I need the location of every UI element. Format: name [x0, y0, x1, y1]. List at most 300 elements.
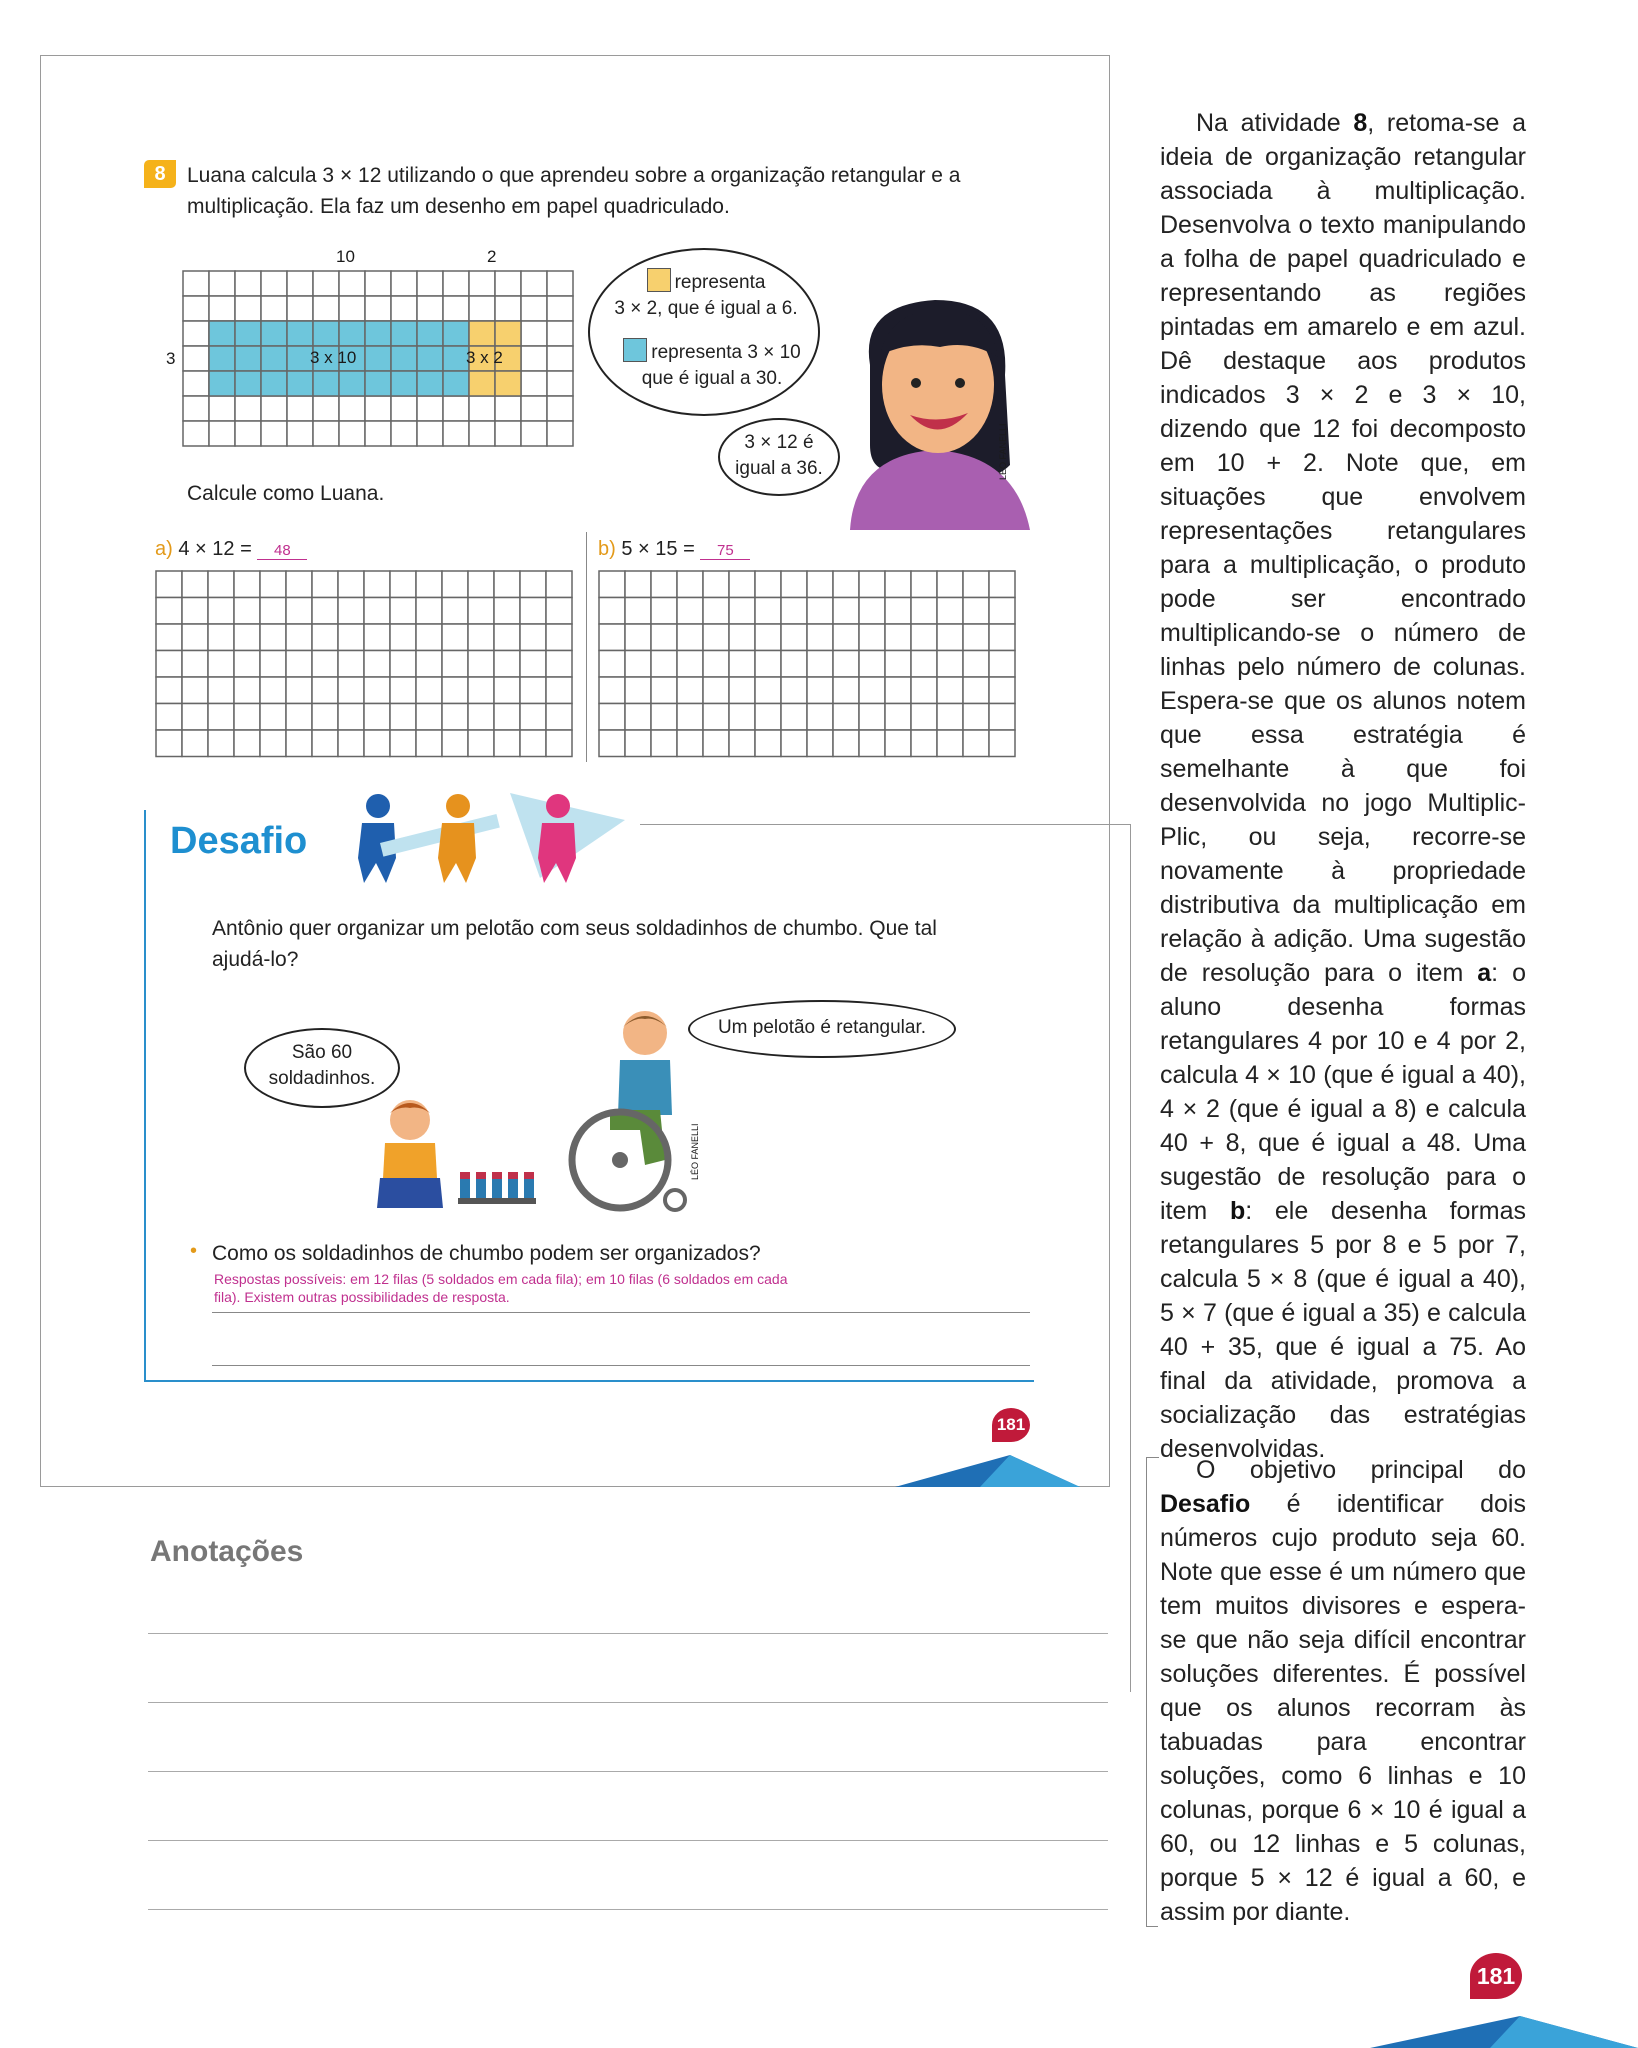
grid-square: [885, 571, 911, 598]
grid-square: [442, 651, 468, 678]
grid-square: [651, 677, 677, 704]
note2-bracket-end: [1146, 1926, 1158, 1927]
grid-square: [546, 677, 572, 704]
grid-square: [313, 396, 339, 421]
note2-part-a: O objetivo principal do: [1196, 1456, 1526, 1484]
grid-square: [417, 396, 443, 421]
grid-square: [312, 598, 338, 625]
boy-kneeling-illustration: [375, 1098, 445, 1213]
grid-square: [703, 651, 729, 678]
yellow-swatch-icon: [647, 268, 671, 292]
grid-square: [235, 396, 261, 421]
grid-square: [312, 704, 338, 731]
grid-square: [546, 651, 572, 678]
grid-square: [286, 677, 312, 704]
anotacoes-line-4: [148, 1840, 1108, 1841]
desafio-statement: [212, 913, 1012, 975]
grid-square: [677, 571, 703, 598]
grid-square: [339, 296, 365, 321]
grid-square: [755, 598, 781, 625]
grid-square: [156, 730, 182, 757]
grid-square: [443, 396, 469, 421]
item-a-label: [155, 538, 307, 561]
grid-square: [208, 704, 234, 731]
grid-square: [260, 730, 286, 757]
grid-square: [364, 651, 390, 678]
grid-square: [547, 296, 573, 321]
grid-label-2: 2: [487, 247, 497, 266]
grid-square: [313, 271, 339, 296]
grid-square: [547, 421, 573, 446]
note1-bold-8: 8: [1353, 109, 1368, 137]
grid-square: [989, 571, 1015, 598]
grid-square: [651, 598, 677, 625]
bubble-result-line1: 3 × 12 é: [744, 432, 814, 453]
grid-square: [521, 296, 547, 321]
grid-square: [807, 571, 833, 598]
blue-square: [417, 371, 443, 396]
grid-square: [339, 421, 365, 446]
grid-square: [859, 730, 885, 757]
grid-square: [286, 571, 312, 598]
item-a-letter: a): [155, 538, 173, 560]
grid-square: [911, 651, 937, 678]
grid-square: [729, 677, 755, 704]
grid-square: [260, 677, 286, 704]
grid-square: [365, 296, 391, 321]
grid-square: [183, 271, 209, 296]
bubble-yellow-line2: 3 × 2, que é igual a 6.: [614, 298, 798, 319]
bubble-yellow-line1: representa: [674, 272, 766, 293]
grid-square: [234, 624, 260, 651]
grid-square: [885, 624, 911, 651]
grid-square: [989, 730, 1015, 757]
grid-square: [234, 704, 260, 731]
grid-square: [209, 396, 235, 421]
bubble-blue-text: [606, 338, 818, 392]
instruction-text: Calcule como Luana.: [187, 482, 385, 505]
grid-square: [417, 296, 443, 321]
yellow-square: [495, 321, 521, 346]
grid-square: [963, 624, 989, 651]
blue-square: [391, 371, 417, 396]
grid-square: [599, 598, 625, 625]
blue-square: [209, 321, 235, 346]
blue-square: [313, 321, 339, 346]
grid-square: [963, 571, 989, 598]
page-number: 181: [1470, 1953, 1522, 1999]
luana-grid-diagram: [160, 245, 580, 455]
grid-square: [911, 598, 937, 625]
grid-label-10: 10: [336, 247, 355, 266]
grid-square: [208, 571, 234, 598]
grid-square: [989, 624, 1015, 651]
teacher-note-activity-8: [1160, 106, 1526, 1466]
grid-square: [781, 651, 807, 678]
teacher-note-desafio: [1160, 1453, 1526, 1929]
grid-square: [625, 730, 651, 757]
grid-square: [209, 271, 235, 296]
grid-square: [937, 571, 963, 598]
grid-square: [235, 296, 261, 321]
desafio-answer: [214, 1270, 1034, 1306]
luana-girl-illustration: [840, 285, 1040, 530]
grid-square: [338, 624, 364, 651]
grid-square: [235, 421, 261, 446]
anotacoes-line-2: [148, 1702, 1108, 1703]
grid-square: [625, 677, 651, 704]
blue-square: [365, 371, 391, 396]
activity-header: [144, 160, 176, 188]
grid-square: [885, 598, 911, 625]
grid-square: [260, 704, 286, 731]
blue-square: [339, 321, 365, 346]
grid-square: [937, 624, 963, 651]
grid-square: [182, 598, 208, 625]
grid-square: [599, 677, 625, 704]
grid-square: [391, 296, 417, 321]
grid-square: [937, 730, 963, 757]
grid-square: [989, 677, 1015, 704]
activity-statement: [187, 160, 1047, 222]
grid-square: [390, 598, 416, 625]
grid-square: [287, 396, 313, 421]
grid-square: [156, 598, 182, 625]
bubble-blue-line2: que é igual a 30.: [641, 368, 783, 389]
grid-square: [338, 598, 364, 625]
grid-square: [390, 571, 416, 598]
grid-square: [416, 730, 442, 757]
blue-square: [417, 346, 443, 371]
grid-square: [703, 677, 729, 704]
grid-square: [286, 730, 312, 757]
blue-square: [417, 321, 443, 346]
grid-square: [989, 598, 1015, 625]
grid-square: [235, 271, 261, 296]
grid-square: [677, 677, 703, 704]
blue-square: [365, 346, 391, 371]
item-b-answer: 75: [700, 543, 750, 560]
item-a-grid: [155, 570, 575, 760]
bubble-rectangular-text: Um pelotão é retangular.: [717, 1017, 927, 1038]
grid-square: [546, 730, 572, 757]
grid-square: [807, 651, 833, 678]
grid-square: [416, 704, 442, 731]
blue-square: [391, 346, 417, 371]
blue-square: [443, 321, 469, 346]
grid-square: [286, 624, 312, 651]
grid-square: [625, 651, 651, 678]
grid-square: [312, 730, 338, 757]
grid-square: [312, 651, 338, 678]
grid-square: [859, 571, 885, 598]
blue-square: [261, 321, 287, 346]
grid-square: [365, 271, 391, 296]
grid-square: [156, 677, 182, 704]
bubble-sixty-line1: São 60: [291, 1042, 353, 1063]
grid-square: [208, 651, 234, 678]
blue-square: [235, 371, 261, 396]
yellow-square: [469, 321, 495, 346]
grid-square: [599, 704, 625, 731]
grid-square: [417, 421, 443, 446]
grid-square: [312, 677, 338, 704]
grid-square: [208, 598, 234, 625]
grid-square: [339, 271, 365, 296]
grid-square: [651, 651, 677, 678]
note1-part-d: : ele desenha formas retangulares 5 por 8 e 5 por 7, calcula 5 × 8 (que é igual a 40), 5 × 7 (que é igual a 35) e calcula 40 + 35, que é igual a 75. Ao final da atividade, promova a socialização das estratégias desenvolvidas.: [1160, 1197, 1526, 1463]
grid-square: [234, 571, 260, 598]
blue-square: [443, 371, 469, 396]
grid-square: [520, 571, 546, 598]
grid-square: [494, 624, 520, 651]
grid-square: [729, 598, 755, 625]
grid-square: [521, 396, 547, 421]
grid-square: [313, 296, 339, 321]
item-b-label: [598, 538, 750, 561]
grid-square: [963, 677, 989, 704]
grid-square: [859, 651, 885, 678]
grid-square: [416, 624, 442, 651]
grid-square: [286, 651, 312, 678]
student-page-number: 181: [992, 1408, 1030, 1442]
bubble-result-line2: igual a 36.: [735, 458, 823, 479]
grid-square: [364, 704, 390, 731]
grid-square: [677, 598, 703, 625]
grid-square: [520, 598, 546, 625]
anotacoes-line-1: [148, 1633, 1108, 1634]
grid-square: [937, 651, 963, 678]
grid-square: [339, 396, 365, 421]
grid-square: [521, 271, 547, 296]
grid-square: [677, 730, 703, 757]
anotacoes-line-5: [148, 1909, 1108, 1910]
grid-square: [885, 704, 911, 731]
grid-square: [781, 704, 807, 731]
grid-square: [313, 421, 339, 446]
grid-square: [520, 651, 546, 678]
grid-square: [833, 704, 859, 731]
grid-square: [885, 730, 911, 757]
grid-square: [364, 624, 390, 651]
grid-square: [494, 730, 520, 757]
grid-square: [287, 271, 313, 296]
desafio-text-line1: Antônio quer organizar um pelotão com seus soldadinhos de chumbo. Que tal: [212, 917, 937, 940]
grid-square: [286, 704, 312, 731]
grid-square: [521, 371, 547, 396]
grid-square: [833, 677, 859, 704]
grid-square: [261, 396, 287, 421]
grid-square: [989, 704, 1015, 731]
grid-square: [807, 677, 833, 704]
page-corner-decoration: [1370, 2008, 1638, 2048]
item-a-expression: 4 × 12 =: [178, 538, 252, 560]
grid-square: [364, 598, 390, 625]
grid-square: [703, 730, 729, 757]
grid-square: [494, 598, 520, 625]
note2-bracket-top: [1146, 1457, 1159, 1688]
grid-square: [755, 677, 781, 704]
grid-square: [520, 624, 546, 651]
grid-square: [911, 624, 937, 651]
grid-square: [312, 624, 338, 651]
desafio-connector-vertical: [1130, 824, 1131, 1692]
grid-square: [287, 421, 313, 446]
bubble-yellow-text: [606, 268, 806, 322]
grid-square: [833, 730, 859, 757]
desafio-question: Como os soldadinhos de chumbo podem ser organizados?: [212, 1242, 761, 1265]
grid-square: [755, 704, 781, 731]
grid-square: [417, 271, 443, 296]
grid-square: [182, 730, 208, 757]
grid-square: [416, 677, 442, 704]
grid-square: [963, 598, 989, 625]
grid-square: [468, 651, 494, 678]
grid-square: [442, 624, 468, 651]
blue-square: [391, 321, 417, 346]
note1-part-a: Na atividade: [1196, 109, 1354, 137]
toy-soldiers-illustration: [458, 1170, 538, 1210]
grid-square: [390, 624, 416, 651]
grid-square: [547, 371, 573, 396]
grid-square: [469, 296, 495, 321]
grid-square: [599, 624, 625, 651]
grid-square: [468, 704, 494, 731]
grid-square: [364, 677, 390, 704]
item-b-letter: b): [598, 538, 616, 560]
grid-square: [442, 730, 468, 757]
grid-square: [937, 598, 963, 625]
grid-square: [520, 704, 546, 731]
grid-square: [469, 271, 495, 296]
grid-square: [183, 296, 209, 321]
grid-square: [391, 396, 417, 421]
grid-square: [208, 677, 234, 704]
grid-square: [390, 704, 416, 731]
grid-square: [260, 598, 286, 625]
grid-square: [729, 730, 755, 757]
activity-number-badge: 8: [144, 160, 176, 188]
desafio-text-line2: ajudá-lo?: [212, 948, 299, 971]
grid-square: [755, 651, 781, 678]
blue-square: [365, 321, 391, 346]
desafio-characters-illustration: [350, 788, 630, 888]
grid-square: [208, 730, 234, 757]
grid-square: [442, 704, 468, 731]
grid-square: [338, 704, 364, 731]
grid-square: [469, 421, 495, 446]
desafio-answer-line1: Respostas possíveis: em 12 filas (5 soldados em cada fila); em 10 filas (6 soldados em cada: [214, 1271, 788, 1287]
grid-square: [443, 421, 469, 446]
grid-square: [547, 321, 573, 346]
grid-square: [156, 624, 182, 651]
grid-square: [833, 651, 859, 678]
blue-square: [261, 371, 287, 396]
grid-square: [885, 651, 911, 678]
grid-square: [755, 730, 781, 757]
grid-square: [391, 271, 417, 296]
grid-square: [468, 624, 494, 651]
grid-square: [703, 571, 729, 598]
blue-square: [287, 321, 313, 346]
grid-square: [599, 651, 625, 678]
grid-square: [495, 296, 521, 321]
grid-square: [807, 624, 833, 651]
grid-square: [546, 704, 572, 731]
grid-square: [833, 624, 859, 651]
note1-bold-a: a: [1477, 959, 1492, 987]
blue-square: [287, 371, 313, 396]
student-page-corner-decoration: [895, 1455, 1080, 1487]
note1-part-b: , retoma-se a ideia de organização retangular associada à multiplicação. Desenvolva o texto manipulando a folha de papel quadriculado e representando as regiões pintadas em amarelo e em azul. Dê destaque aos produtos indicados 3 × 2 e 3 × 10, dizendo que 12 foi decomposto em 10 + 2. Note que, em situações que envolvem representações retangulares para a multiplicação, o produto pode ser encontrado multiplicando-se o número de linhas pelo número de colunas. Espera-se que os alunos notem que essa estratégia é semelhante à que foi desenvolvida no jogo Multiplic-Plic, ou seja, recorre-se novamente à propriedade distributiva da multiplicação em relação à adição. Uma sugestão de resolução para o item: [1160, 109, 1526, 987]
grid-square: [494, 677, 520, 704]
grid-square: [859, 624, 885, 651]
grid-square: [651, 624, 677, 651]
grid-square: [989, 651, 1015, 678]
grid-square: [156, 571, 182, 598]
grid-square: [365, 421, 391, 446]
grid-square: [208, 624, 234, 651]
item-a-answer: 48: [257, 543, 307, 560]
grid-square: [833, 598, 859, 625]
grid-square: [651, 704, 677, 731]
grid-square: [703, 624, 729, 651]
grid-square: [963, 651, 989, 678]
grid-square: [495, 271, 521, 296]
luana-credit: LÉO FANELLI: [998, 423, 1008, 480]
grid-square: [781, 730, 807, 757]
grid-square: [234, 651, 260, 678]
grid-square: [442, 598, 468, 625]
grid-square: [260, 624, 286, 651]
grid-square: [495, 396, 521, 421]
grid-square: [625, 704, 651, 731]
grid-square: [209, 421, 235, 446]
grid-square: [781, 677, 807, 704]
grid-square: [520, 730, 546, 757]
grid-square: [390, 730, 416, 757]
grid-square: [260, 571, 286, 598]
grid-square: [364, 571, 390, 598]
grid-square: [859, 677, 885, 704]
grid-square: [755, 571, 781, 598]
grid-square: [338, 677, 364, 704]
grid-square: [547, 346, 573, 371]
blue-region-label: 3 x 10: [310, 348, 357, 367]
grid-square: [781, 571, 807, 598]
grid-square: [677, 624, 703, 651]
luana-grid-svg: [182, 270, 582, 450]
blue-square: [235, 321, 261, 346]
grid-square: [209, 296, 235, 321]
grid-square: [494, 651, 520, 678]
grid-square: [963, 704, 989, 731]
grid-square: [729, 571, 755, 598]
grid-square: [729, 651, 755, 678]
grid-square: [859, 704, 885, 731]
answer-line-2: [212, 1365, 1030, 1366]
grid-square: [546, 598, 572, 625]
grid-square: [338, 651, 364, 678]
grid-square: [651, 730, 677, 757]
grid-square: [911, 677, 937, 704]
grid-square: [443, 296, 469, 321]
bubble-result-text: [722, 430, 836, 482]
grid-square: [937, 677, 963, 704]
grid-square: [599, 571, 625, 598]
item-b-expression: 5 × 15 =: [621, 538, 695, 560]
grid-square: [494, 571, 520, 598]
